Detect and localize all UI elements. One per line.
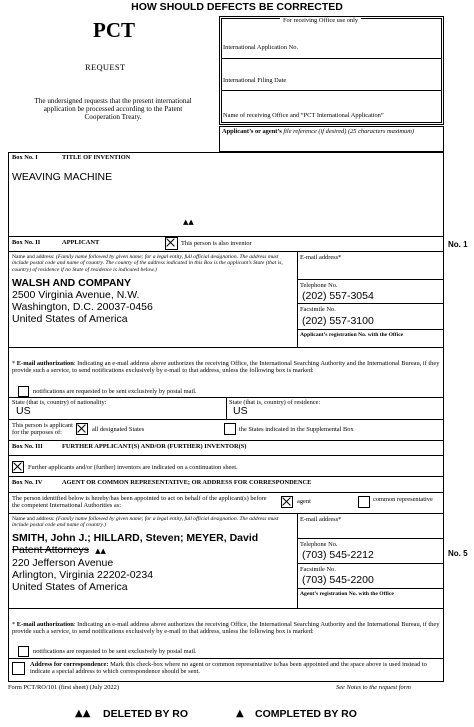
all-states-label: all designated States	[92, 426, 145, 433]
agent-postal-mail-checkbox[interactable]	[18, 646, 29, 657]
common-rep-checkbox[interactable]	[358, 496, 370, 508]
filing-date-label: International Filing Date	[223, 77, 287, 84]
postal-mail-checkbox[interactable]	[18, 386, 29, 397]
continuation-label: Further applicants and/or (further) inventors are indicated on a continuation sheet.	[28, 464, 238, 471]
nationality-label: State (that is, country) of nationality:	[12, 399, 107, 406]
supplemental-label: the States indicated in the Supplemental Box	[239, 426, 354, 433]
intro-text: The undersigned requests that the present international application be processed according to the Patent Cooperation Treaty.	[34, 97, 192, 121]
office-box-title: For receiving Office use only	[280, 17, 361, 24]
agent-names: SMITH, John J.; HILLARD, Steven; MEYER, David	[12, 532, 259, 544]
invention-title[interactable]: WEAVING MACHINE	[12, 171, 113, 183]
correspondence-checkbox[interactable]	[12, 662, 25, 675]
file-reference-label: Applicant’s or agent’s file reference (if desired) (25 characters maximum)	[222, 128, 414, 135]
box4-title: AGENT OR COMMON REPRESENTATIVE; OR ADDRESS FOR CORRESPONDENCE	[62, 479, 312, 486]
box1-label: Box No. I	[12, 154, 38, 161]
agent-title-deleted: Patent Attorneys	[12, 544, 90, 556]
box3-title: FURTHER APPLICANT(S) AND/OR (FURTHER) INVENTOR(S)	[62, 443, 247, 450]
common-rep-label: common representative	[373, 496, 433, 503]
agent-fax-value[interactable]: (703) 545-2200	[302, 574, 374, 586]
deleted-legend-icon: ▲▲	[75, 708, 91, 719]
box2-label: Box No. II	[12, 239, 41, 246]
address-line: Washington, D.C. 20037-0456	[12, 301, 153, 313]
office-name-label: Name of receiving Office and “PCT International Application”	[223, 112, 384, 119]
applicant-number: No. 1	[448, 240, 468, 249]
address-line: United States of America	[12, 581, 128, 593]
receiving-office-box	[219, 16, 444, 125]
phone-value[interactable]: (202) 557-3054	[302, 290, 374, 302]
email-label: E-mail address*	[300, 254, 342, 261]
inventor-checkbox[interactable]	[165, 237, 178, 250]
agent-checkbox[interactable]	[281, 496, 293, 508]
box3-label: Box No. III	[12, 443, 43, 450]
supplemental-checkbox[interactable]	[224, 423, 236, 435]
address-line: WALSH AND COMPANY	[12, 277, 131, 289]
agent-phone-label: Telephone No.	[300, 541, 338, 548]
continuation-checkbox[interactable]	[12, 461, 24, 473]
applicant-name-address[interactable]	[12, 277, 153, 325]
name-address-label: Name and address: (Family name followed by given name; for a legal entity, full official designation. The address must include postal code and name of country. The country of the address indicated in this Box is the applicant’s State (that is, country) of residence if no State of residence is indicated below.)	[12, 254, 283, 273]
agent-name-address-label: Name and address: (Family name followed by given name; for a legal entity, full official designation. The address must include postal code and name of country.)	[12, 516, 279, 529]
agent-number: No. 5	[448, 549, 468, 558]
app-no-label: International Application No.	[223, 44, 299, 51]
deleted-marker: ▲▲	[183, 218, 194, 226]
address-line: 220 Jefferson Avenue	[12, 557, 114, 569]
agent-phone-value[interactable]: (703) 545-2212	[302, 549, 374, 561]
all-states-checkbox[interactable]	[76, 423, 88, 435]
fax-label: Facsimile No.	[300, 306, 336, 313]
postal-mail-label: notifications are requested to be sent exclusively by postal mail.	[33, 388, 197, 395]
fax-value[interactable]: (202) 557-3100	[302, 315, 374, 327]
form-number: Form PCT/RO/101 (first sheet) (July 2022)	[8, 684, 119, 691]
agent-email-label: E-mail address*	[300, 516, 342, 523]
deleted-marker: ▲▲	[95, 547, 106, 555]
residence-value[interactable]: US	[233, 405, 248, 417]
address-line: 2500 Virginia Avenue, N.W.	[12, 289, 140, 301]
agent-name-address[interactable]	[12, 532, 258, 593]
purposes-label: This person is applicant for the purposes of:	[12, 422, 73, 437]
banner-title: HOW SHOULD DEFECTS BE CORRECTED	[131, 1, 343, 13]
box1-title: TITLE OF INVENTION	[62, 154, 131, 161]
agent-postal-mail-label: notifications are requested to be sent exclusively by postal mail.	[33, 648, 197, 655]
request-title: REQUEST	[85, 62, 126, 72]
registration-label: Applicant’s registration No. with the Office	[300, 332, 404, 338]
agent-email-authorization: * E-mail authorization: Indicating an e-mail address above authorizes the receiving Office, the International Searching Authority and the International Bureau, if they provide such a service, to send notifications exclusively by e-mail to that address, unless the following box is marked:	[12, 621, 440, 636]
address-line: Arlington, Virginia 22202-0234	[12, 569, 154, 581]
completed-legend-icon: ▲	[236, 708, 244, 719]
address-line: United States of America	[12, 313, 128, 325]
pct-title: PCT	[93, 18, 135, 42]
box4-label: Box No. IV	[12, 479, 43, 486]
completed-legend-label: COMPLETED BY RO	[255, 708, 357, 720]
appointed-text: The person identified below is hereby/has been appointed to act on behalf of the applicant(s) before the competent International Authorities as:	[12, 495, 267, 510]
inventor-label: This person is also inventor	[181, 240, 252, 247]
phone-label: Telephone No.	[300, 282, 338, 289]
residence-label: State (that is, country) of residence:	[229, 399, 321, 406]
agent-label: agent	[297, 498, 311, 505]
agent-registration-label: Agent’s registration No. with the Office	[300, 591, 394, 597]
agent-fax-label: Facsimile No.	[300, 566, 336, 573]
nationality-value[interactable]: US	[16, 405, 31, 417]
correspondence-text: Address for correspondence: Mark this check-box where no agent or common representative is/has been appointed and the space above is used instead to indicate a special address to which correspondence should be sent.	[30, 661, 427, 676]
deleted-legend-label: DELETED BY RO	[103, 708, 188, 720]
email-authorization: * E-mail authorization: Indicating an e-mail address above authorizes the receiving Office, the International Searching Authority and the International Bureau, if they provide such a service, to send notifications exclusively by e-mail to that address, unless the following box is marked:	[12, 360, 440, 375]
box2-title: APPLICANT	[62, 239, 100, 246]
notes-reference: See Notes to the request form	[336, 684, 411, 691]
